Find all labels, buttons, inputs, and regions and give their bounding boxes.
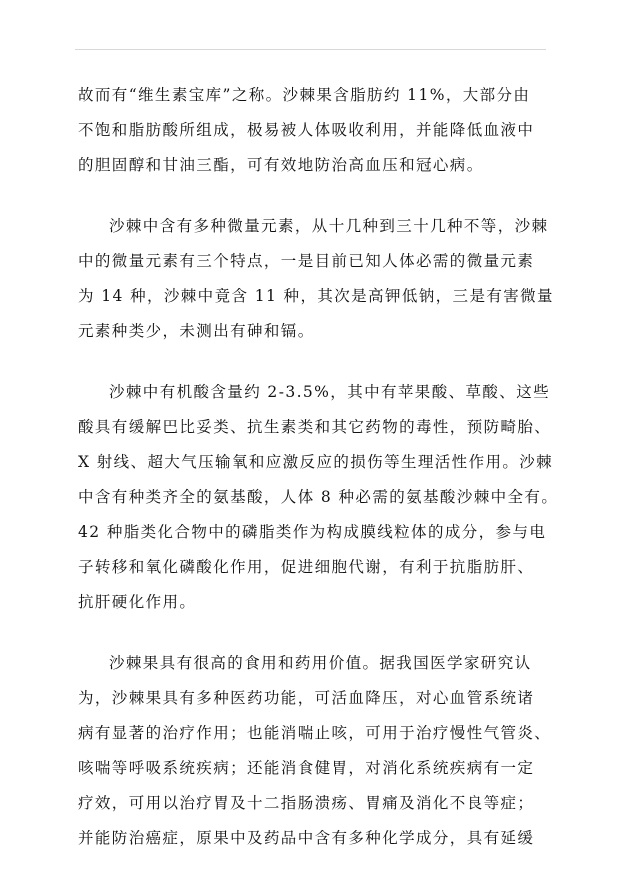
document-body [78,78,559,856]
paragraph-line: 元素种类少，未测出有砷和镉。 [78,322,315,340]
paragraph-line: 子转移和氧化磷酸化作用，促进细胞代谢，有利于抗脂肪肝、 [78,558,535,576]
paragraph-4 [78,646,552,856]
paragraph-line: 中含有种类齐全的氨基酸，人体 8 种必需的氨基酸沙棘中全有。 [78,488,559,506]
paragraph-line: 为，沙棘果具有多种医药功能，可活血降压，对心血管系统诸 [78,689,535,707]
header-rule [75,49,546,50]
paragraph-line: 42 种脂类化合物中的磷脂类作为构成膜线粒体的成分，参与电 [78,523,547,541]
paragraph-line: 并能防治癌症，原果中及药品中含有多种化学成分，具有延缓 [78,829,535,847]
paragraph-1 [78,78,548,183]
paragraph-line: 不饱和脂肪酸所组成，极易被人体吸收利用，并能降低血液中 [78,121,535,139]
paragraph-line: 咳喘等呼吸系统疾病；还能消食健胃，对消化系统疾病有一定 [78,759,535,777]
paragraph-line: X 射线、超大气压输氧和应激反应的损伤等生理活性作用。沙棘 [78,453,554,471]
paragraph-line: 中的微量元素有三个特点，一是目前已知人体必需的微量元素 [78,252,535,270]
paragraph-line: 沙棘中含有多种微量元素，从十几种到三十几种不等，沙棘 [109,217,549,235]
paragraph-line: 的胆固醇和甘油三酯，可有效地防治高血压和冠心病。 [78,156,484,174]
paragraph-3 [78,375,559,620]
paragraph-2 [78,209,554,349]
paragraph-line: 抗肝硬化作用。 [78,593,197,611]
paragraph-line: 沙棘中有机酸含量约 2-3.5%，其中有苹果酸、草酸、这些 [109,383,551,401]
paragraph-spacer [78,183,548,209]
paragraph-line: 为 14 种，沙棘中竟含 11 种，其次是高钾低钠，三是有害微量 [78,287,554,305]
paragraph-line: 疗效，可用以治疗胃及十二指肠溃疡、胃痛及消化不良等症； [78,794,535,812]
paragraph-line: 病有显著的治疗作用；也能消喘止咳，可用于治疗慢性气管炎、 [78,724,552,742]
paragraph-line: 酸具有缓解巴比妥类、抗生素类和其它药物的毒性，预防畸胎、 [78,418,552,436]
paragraph-spacer [78,620,548,646]
paragraph-line: 故而有“维生素宝库”之称。沙棘果含脂肪约 11%，大部分由 [78,86,531,104]
paragraph-line: 沙棘果具有很高的食用和药用价值。据我国医学家研究认 [109,654,532,672]
paragraph-spacer [78,349,548,375]
